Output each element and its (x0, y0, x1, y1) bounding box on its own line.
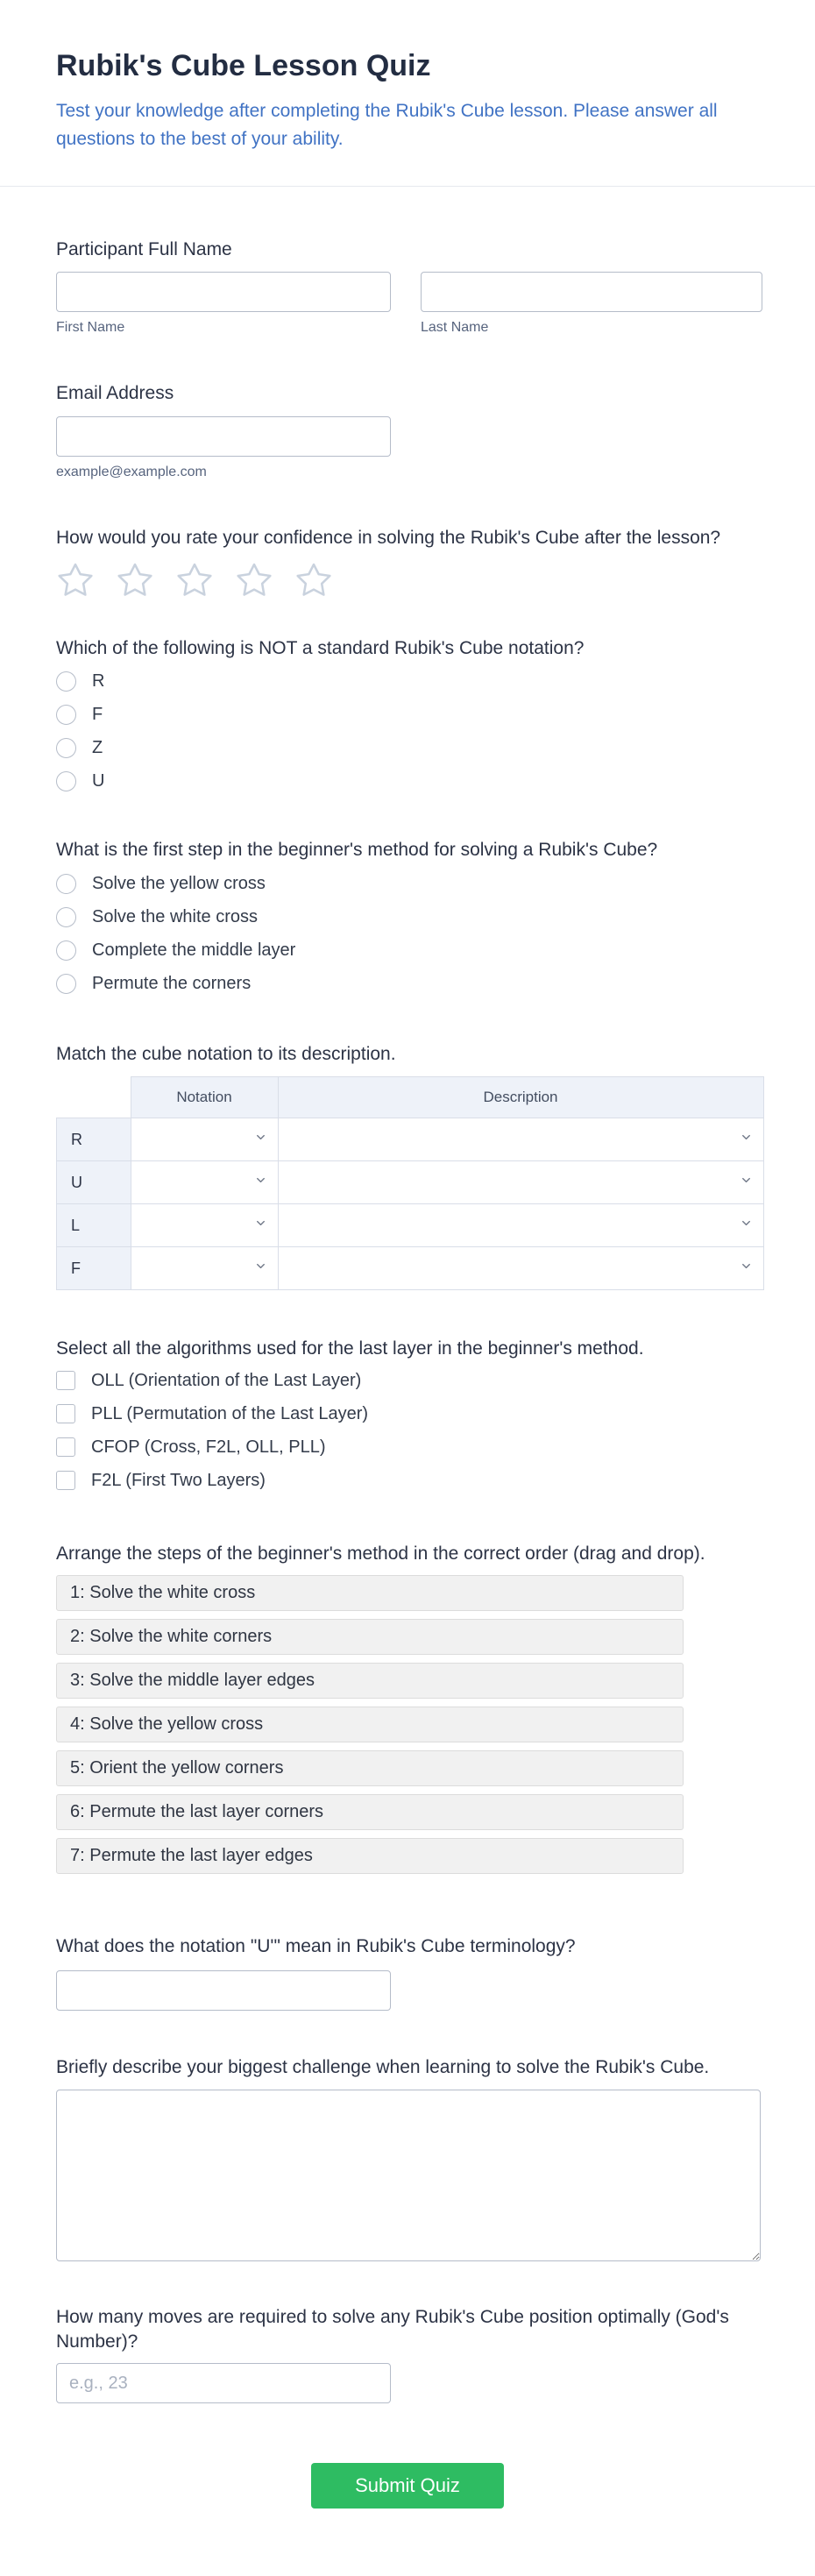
order-item[interactable]: 3: Solve the middle layer edges (56, 1663, 684, 1699)
email-label: Email Address (56, 383, 174, 404)
match-table-row (57, 1247, 764, 1290)
match-col-header: Description (278, 1077, 763, 1118)
question-confidence-rating (0, 526, 815, 600)
match-table (56, 1076, 764, 1290)
notation-select[interactable] (131, 1247, 278, 1289)
star-rating (56, 561, 759, 600)
radio-icon[interactable] (56, 705, 76, 725)
challenge-label: Briefly describe your biggest challenge when learning to solve the Rubik's Cube. (56, 2057, 710, 2078)
email-input[interactable] (56, 416, 391, 457)
order-item[interactable]: 2: Solve the white corners (56, 1619, 684, 1655)
algorithms-label: Select all the algorithms used for the last layer in the beginner's method. (56, 1338, 644, 1359)
radio-option[interactable] (56, 771, 759, 791)
form-header (0, 0, 815, 153)
u-prime-label: What does the notation "U'" mean in Rubik's Cube terminology? (56, 1935, 576, 1956)
description-select[interactable] (279, 1247, 763, 1289)
first-step-options (56, 874, 759, 994)
question-gods-number (0, 2305, 815, 2404)
last-name-sublabel: Last Name (421, 320, 489, 336)
chevron-down-icon (254, 1260, 267, 1277)
order-item[interactable]: 4: Solve the yellow cross (56, 1707, 684, 1742)
checkbox-icon[interactable] (56, 1404, 75, 1423)
question-match-notation (0, 1042, 815, 1290)
radio-option[interactable] (56, 705, 759, 725)
form-subtitle: Test your knowledge after completing the Rubik's Cube lesson. Please answer all questions to the best of your ability. (56, 101, 718, 149)
checkbox-option[interactable] (56, 1437, 759, 1458)
checkbox-icon[interactable] (56, 1471, 75, 1490)
submit-row (0, 2463, 815, 2576)
order-item[interactable]: 5: Orient the yellow corners (56, 1750, 684, 1786)
description-select[interactable] (279, 1204, 763, 1246)
checkbox-option-label: CFOP (Cross, F2L, OLL, PLL) (91, 1437, 326, 1457)
checkbox-option-label: PLL (Permutation of the Last Layer) (91, 1403, 369, 1423)
radio-option[interactable] (56, 907, 759, 927)
checkbox-option[interactable] (56, 1404, 759, 1424)
checkbox-option-label: OLL (Orientation of the Last Layer) (91, 1370, 362, 1390)
match-row-label: R (57, 1118, 131, 1161)
match-table-row (57, 1161, 764, 1204)
match-table-row (57, 1118, 764, 1161)
chevron-down-icon (740, 1260, 753, 1277)
notation-label: Which of the following is NOT a standard Rubik's Cube notation? (56, 638, 585, 659)
match-label: Match the cube notation to its description. (56, 1043, 396, 1064)
order-list (56, 1575, 759, 1874)
gods-number-input[interactable] (56, 2363, 391, 2403)
question-notation (0, 636, 815, 791)
header-divider (0, 186, 815, 187)
radio-option-label: Solve the white cross (92, 906, 258, 926)
form-title: Rubik's Cube Lesson Quiz (56, 49, 431, 82)
challenge-textarea[interactable] (56, 2090, 761, 2261)
full-name-label: Participant Full Name (56, 239, 232, 260)
radio-option-label: Complete the middle layer (92, 940, 296, 960)
radio-option[interactable] (56, 671, 759, 692)
checkbox-icon[interactable] (56, 1371, 75, 1390)
order-item[interactable]: 7: Permute the last layer edges (56, 1838, 684, 1874)
radio-option-label: Z (92, 738, 103, 758)
last-name-group (421, 272, 762, 336)
radio-icon[interactable] (56, 738, 76, 758)
star-icon[interactable] (294, 561, 333, 600)
radio-option[interactable] (56, 940, 759, 961)
match-table-row (57, 1204, 764, 1247)
first-name-sublabel: First Name (56, 320, 125, 336)
checkbox-option[interactable] (56, 1371, 759, 1391)
radio-option-label: U (92, 771, 105, 791)
star-icon[interactable] (235, 561, 273, 600)
radio-icon[interactable] (56, 771, 76, 791)
order-item[interactable]: 1: Solve the white cross (56, 1575, 684, 1611)
question-first-step (0, 838, 815, 993)
radio-option[interactable] (56, 974, 759, 994)
first-step-label: What is the first step in the beginner's method for solving a Rubik's Cube? (56, 840, 658, 861)
radio-option-label: Solve the yellow cross (92, 873, 266, 893)
radio-icon[interactable] (56, 940, 76, 961)
notation-select[interactable] (131, 1161, 278, 1203)
notation-select[interactable] (131, 1204, 278, 1246)
algorithms-options (56, 1371, 759, 1491)
radio-option-label: Permute the corners (92, 973, 252, 993)
notation-options (56, 671, 759, 791)
checkbox-icon[interactable] (56, 1437, 75, 1457)
radio-option-label: R (92, 671, 105, 692)
gods-number-label: How many moves are required to solve any Rubik's Cube position optimally (God's Number)? (56, 2306, 729, 2352)
checkbox-option-label: F2L (First Two Layers) (91, 1470, 266, 1490)
chevron-down-icon (740, 1131, 753, 1148)
match-row-label: L (57, 1204, 131, 1247)
description-select[interactable] (279, 1118, 763, 1160)
chevron-down-icon (740, 1174, 753, 1191)
chevron-down-icon (740, 1217, 753, 1234)
match-row-label: U (57, 1161, 131, 1204)
star-icon[interactable] (116, 561, 154, 600)
question-algorithms (0, 1337, 815, 1490)
chevron-down-icon (254, 1174, 267, 1191)
radio-icon[interactable] (56, 974, 76, 994)
radio-option[interactable] (56, 874, 759, 894)
submit-button[interactable]: Submit Quiz (311, 2463, 504, 2509)
question-email (0, 381, 815, 479)
checkbox-option[interactable] (56, 1471, 759, 1491)
radio-option-label: F (92, 705, 103, 725)
radio-icon[interactable] (56, 907, 76, 927)
email-sublabel: example@example.com (56, 464, 207, 479)
match-table-header-row (57, 1077, 764, 1118)
chevron-down-icon (254, 1217, 267, 1234)
question-challenge (0, 2055, 815, 2260)
star-icon[interactable] (175, 561, 214, 600)
description-select[interactable] (279, 1161, 763, 1203)
chevron-down-icon (254, 1131, 267, 1148)
radio-option[interactable] (56, 738, 759, 758)
name-inputs-row (56, 272, 759, 336)
order-item[interactable]: 6: Permute the last layer corners (56, 1794, 684, 1830)
first-name-input[interactable] (56, 272, 391, 312)
notation-select[interactable] (131, 1118, 278, 1160)
question-u-prime (0, 1934, 815, 2011)
u-prime-input[interactable] (56, 1970, 391, 2011)
star-icon[interactable] (56, 561, 95, 600)
match-row-label: F (57, 1247, 131, 1290)
radio-icon[interactable] (56, 874, 76, 894)
last-name-input[interactable] (421, 272, 762, 312)
first-name-group (56, 272, 391, 336)
rating-label: How would you rate your confidence in solving the Rubik's Cube after the lesson? (56, 527, 721, 548)
question-full-name (0, 238, 815, 336)
radio-icon[interactable] (56, 671, 76, 692)
match-table-corner (57, 1077, 131, 1118)
match-col-header: Notation (131, 1077, 278, 1118)
order-label: Arrange the steps of the beginner's method in the correct order (drag and drop). (56, 1543, 705, 1564)
question-order-steps (0, 1542, 815, 1874)
